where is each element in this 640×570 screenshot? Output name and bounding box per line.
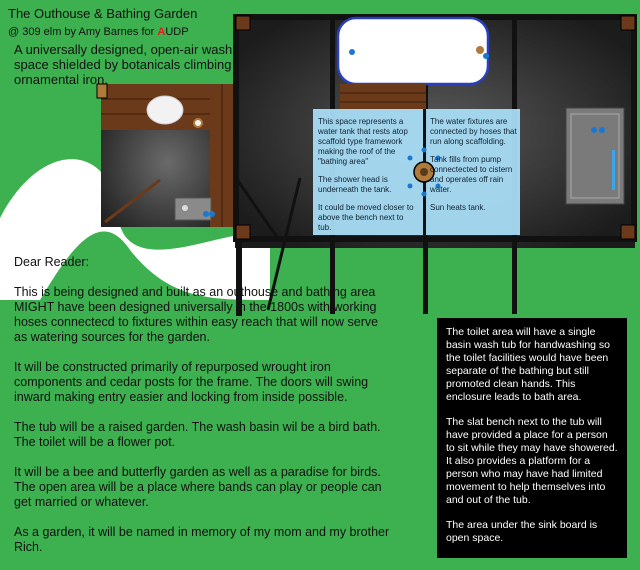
letter-paragraph: It will be constructed primarily of repurposed wrought iron components and cedar posts for the frame. The doors will swing inward making entry easier and locking from inside possible. — [14, 360, 369, 404]
tank-note-right-3: Sun heats tank. — [430, 203, 486, 212]
letter-paragraph: This is being designed and built as an outhouse and bathing area MIGHT have been designed universally in the 1800s with working hoses connectecd to fixtures within easy reach that will now serve as watering sources for the garden. — [14, 285, 379, 344]
page-title: The Outhouse & Bathing Garden — [8, 6, 198, 21]
sidebar-note-paragraph: The toilet area will have a single basin wash tub for handwashing so the toilet facilities would have been separate of the bathing but still promoted clean hands. This enclosure leads to bath area. — [446, 326, 611, 403]
sidebar-note-paragraph: The area under the sink board is open space. — [446, 519, 598, 544]
tank-note-left-1: This space represents a water tank that rests atop scaffold type framework making the roof of the "bathing area" — [318, 117, 408, 166]
byline-org-rest: UDP — [165, 26, 189, 38]
tank-note-left-2: The shower head is underneath the tank. — [318, 175, 392, 194]
letter-salutation: Dear Reader: — [14, 255, 90, 269]
byline-org-a: A — [157, 26, 166, 38]
byline — [8, 26, 189, 38]
sidebar-note-paragraph: The slat bench next to the tub will have provided a place for a person to sit while they may have showered. It also provides a platform for a person who may have had limited movement to help themselves into and out of the tub. — [446, 416, 618, 506]
letter-paragraph: It will be a bee and butterfly garden as well as a paradise for birds. The open area will be a place where bands can play or people can get married or whatever. — [14, 465, 382, 509]
byline-prefix: @ 309 elm — [8, 26, 62, 38]
tank-note-left-3: It could be moved closer to above the bench next to tub. — [318, 203, 414, 232]
project-description: A universally designed, open-air wash space shielded by botanicals climbing ornamental iron. — [14, 42, 233, 87]
letter-paragraph: As a garden, it will be named in memory of my mom and my brother Rich. — [14, 525, 390, 554]
byline-author: by Amy Barnes for — [64, 26, 155, 38]
tank-note-right — [430, 117, 518, 221]
sink-board — [566, 108, 624, 204]
sidebar-note — [437, 318, 627, 558]
tank-note-left — [318, 117, 418, 241]
slat-bench — [340, 84, 426, 112]
toilet-bowl — [147, 96, 183, 124]
tank-note-right-2: Tank fills from pump connectected to cistern and operates off rain water. — [430, 155, 513, 194]
letter — [14, 255, 394, 570]
tank-note-right-1: The water fixtures are connected by hoses that run along scaffolding. — [430, 117, 517, 146]
bathtub — [338, 18, 488, 84]
letter-paragraph: The tub will be a raised garden. The wash basin wil be a bird bath. The toilet will be a flower pot. — [14, 420, 381, 449]
